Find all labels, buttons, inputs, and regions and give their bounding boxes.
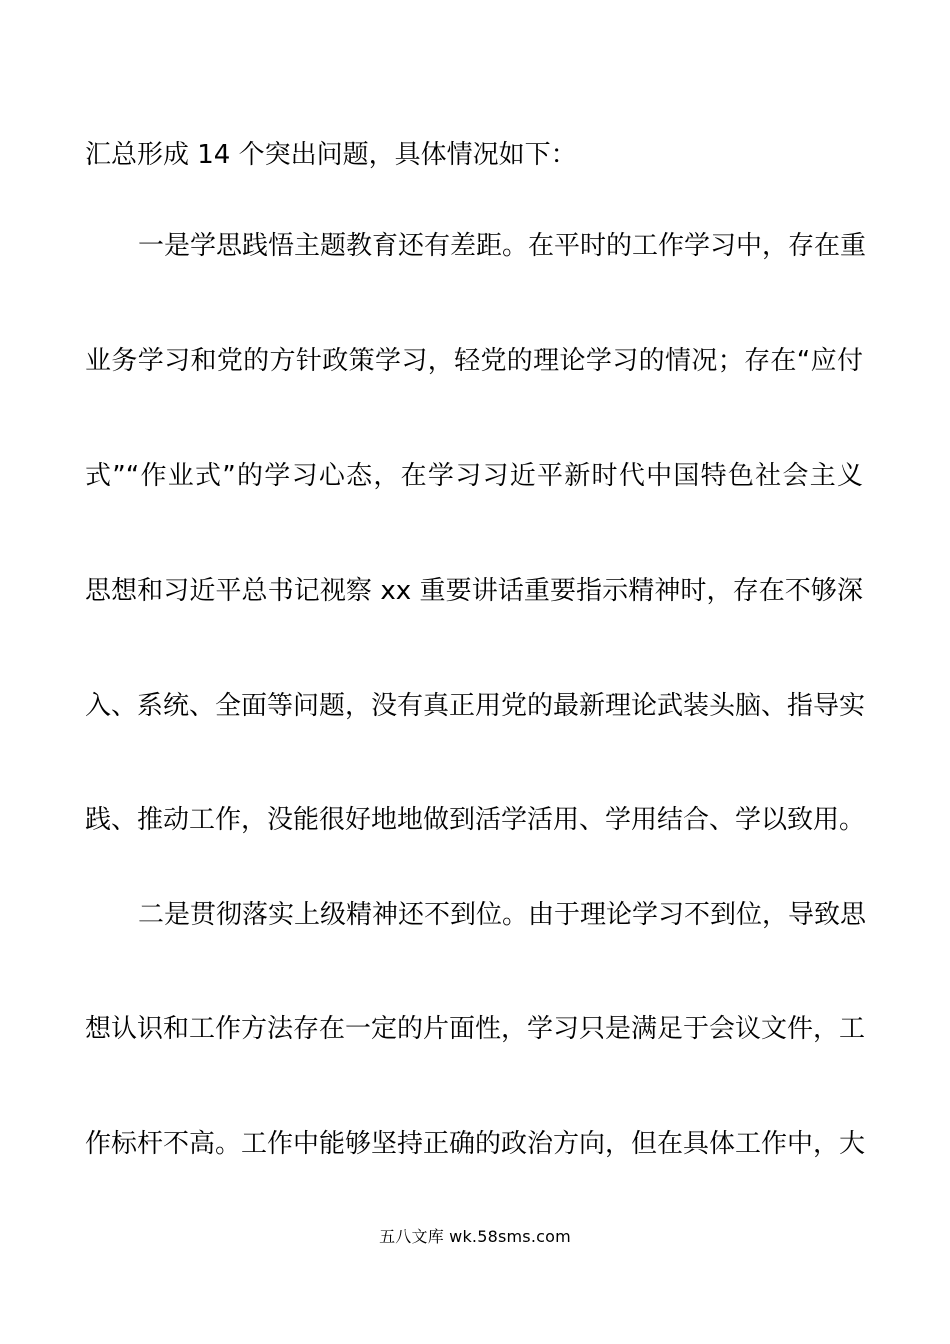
body-text-line: 想认识和工作方法存在一定的片面性，学习只是满足于会议文件，工 <box>85 1014 866 1044</box>
body-text-line: 入、系统、全面等问题，没有真正用党的最新理论武装头脑、指导实 <box>85 691 866 721</box>
footer-watermark: 五八文库 wk.58sms.com <box>379 1227 571 1246</box>
body-text-line: 作标杆不高。工作中能够坚持正确的政治方向，但在具体工作中，大 <box>85 1129 866 1159</box>
body-text-line: 一是学思践悟主题教育还有差距。在平时的工作学习中，存在重 <box>138 231 867 261</box>
body-text-line: 汇总形成 14 个突出问题，具体情况如下： <box>85 140 577 170</box>
body-text-line: 思想和习近平总书记视察 xx 重要讲话重要指示精神时，存在不够深 <box>85 576 863 606</box>
body-text-line: 式”“作业式”的学习心态，在学习习近平新时代中国特色社会主义 <box>85 461 863 491</box>
body-text-line: 二是贯彻落实上级精神还不到位。由于理论学习不到位，导致思 <box>138 900 867 930</box>
body-text-line: 业务学习和党的方针政策学习，轻党的理论学习的情况；存在“应付 <box>85 346 863 376</box>
body-text-line: 践、推动工作，没能很好地地做到活学活用、学用结合、学以致用。 <box>85 805 866 835</box>
